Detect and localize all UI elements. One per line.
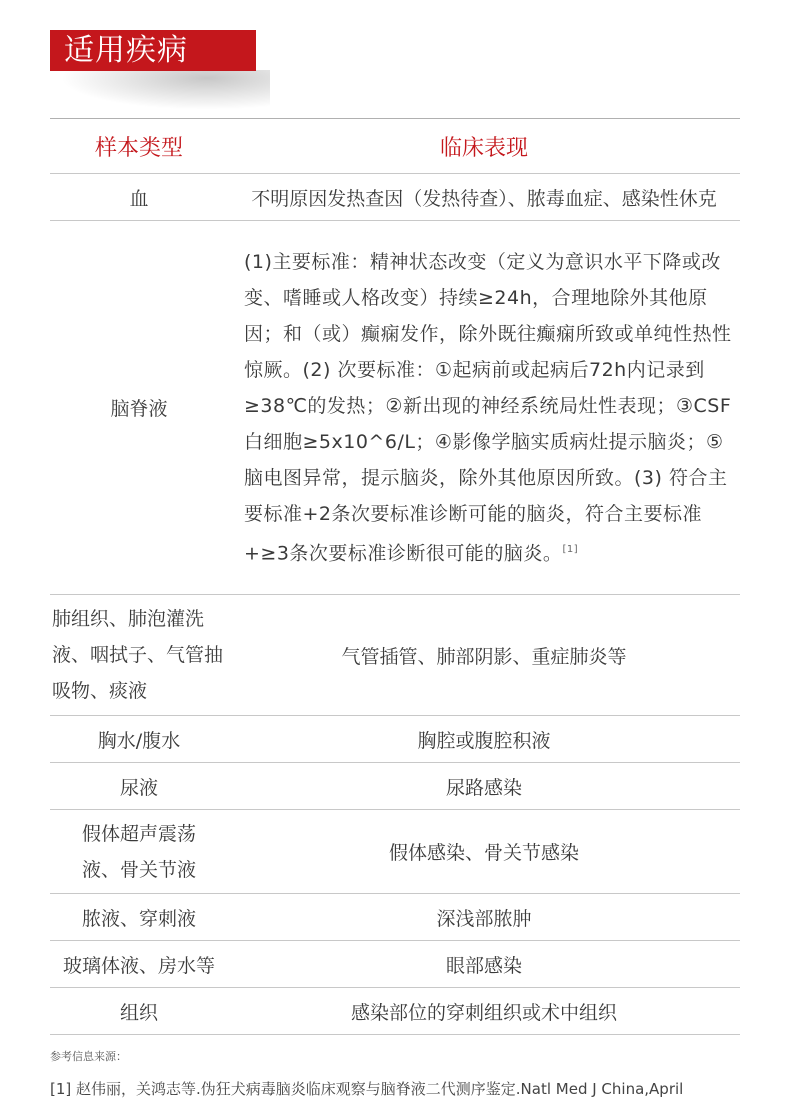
clinical-cell: 胸腔或腹腔积液 [228,716,740,763]
header-clinical: 临床表现 [228,118,740,174]
disease-table [50,118,740,1035]
clinical-cell: 尿路感染 [228,763,740,810]
table-header-row [50,118,740,174]
sample-cell: 玻璃体液、房水等 [50,941,228,988]
sample-cell: 尿液 [50,763,228,810]
sample-cell: 脓液、穿刺液 [50,894,228,941]
clinical-cell: 假体感染、骨关节感染 [228,810,740,894]
clinical-cell [228,221,740,595]
clinical-cell: 眼部感染 [228,941,740,988]
clinical-cell: 深浅部脓肿 [228,894,740,941]
table-row [50,941,740,988]
section-banner [50,30,280,120]
sample-cell: 胸水/腹水 [50,716,228,763]
table-row [50,763,740,810]
sample-cell: 假体超声震荡液、骨关节液 [50,810,228,894]
table-row [50,810,740,894]
sample-cell: 脑脊液 [50,221,228,595]
sample-cell: 组织 [50,988,228,1035]
table-row [50,716,740,763]
reference-heading: 参考信息来源： [50,1050,127,1063]
clinical-cell: 不明原因发热查因（发热待查）、脓毒血症、感染性休克 [228,174,740,221]
section-title: 适用疾病 [50,30,256,71]
header-sample-type: 样本类型 [50,118,228,174]
sample-cell: 肺组织、肺泡灌洗液、咽拭子、气管抽吸物、痰液 [50,595,228,716]
clinical-text: (1)主要标准：精神状态改变（定义为意识水平下降或改变、嗜睡或人格改变）持续≥24h，合理地除外其他原因；和（或）癫痫发作，除外既往癫痫所致或单纯性热性惊厥。(2) 次要标准：①起病前或起病后72h内记录到≥38℃的发热；②新出现的神经系统局灶性表现；③CSF白细胞≥5x10^6/L；④影像学脑实质病灶提示脑炎；⑤脑电图异常，提示脑炎，除外其他原因所致。(3) 符合主要标准+2条次要标准诊断可能的脑炎，符合主要标准+≥3条次要标准诊断很可能的脑炎。 [244,250,732,565]
sample-cell: 血 [50,174,228,221]
table-row [50,174,740,221]
table-row [50,988,740,1035]
clinical-cell: 气管插管、肺部阴影、重症肺炎等 [228,595,740,716]
reference-marker: [1] [562,543,579,555]
table-row [50,221,740,595]
banner-shadow [60,70,270,110]
clinical-cell: 感染部位的穿刺组织或术中组织 [228,988,740,1035]
reference-entry: [1] 赵伟丽，关鸿志等.伪狂犬病毒脑炎临床观察与脑脊液二代测序鉴定.Natl Med J China,April [50,1080,684,1098]
table-row [50,894,740,941]
table-row [50,595,740,716]
